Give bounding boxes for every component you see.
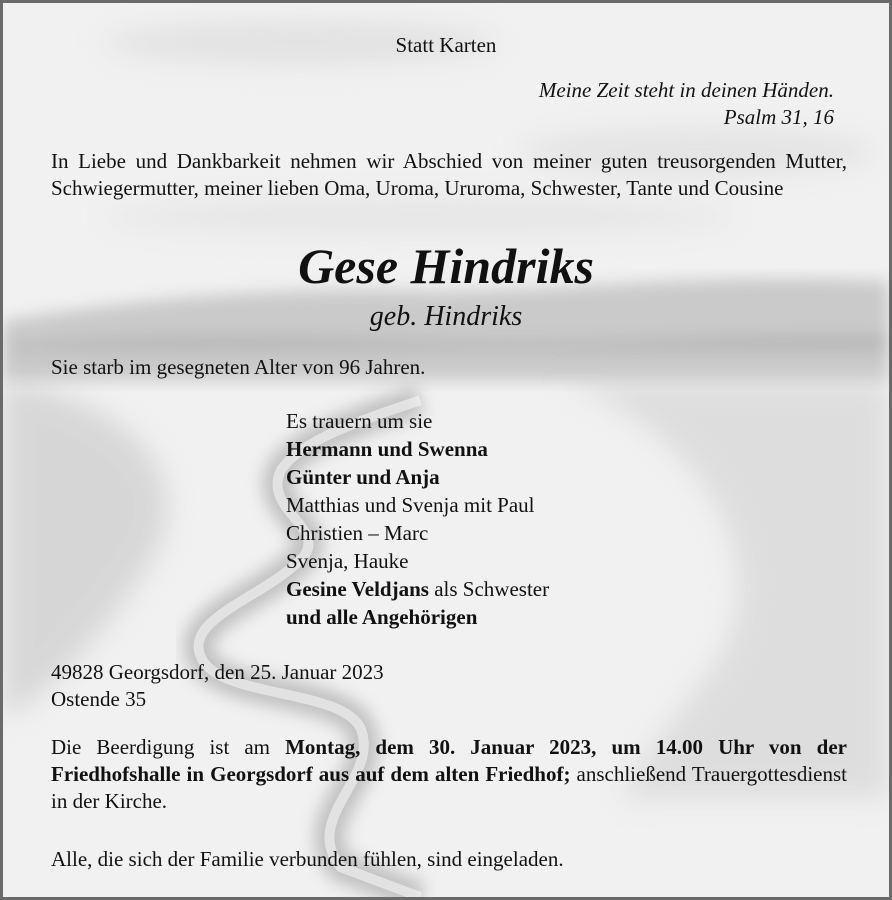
- verse-text: Meine Zeit steht in deinen Händen.: [538, 78, 834, 102]
- funeral-pre: Die Beerdigung ist am: [51, 735, 271, 759]
- birth-name: geb. Hindriks: [369, 301, 523, 332]
- mourners-closing: und alle Angehörigen: [286, 605, 478, 629]
- verse-reference: Psalm 31, 16: [723, 105, 834, 129]
- sister-name: Gesine Veldjans: [286, 577, 429, 601]
- mourner-line: Hermann und Swenna: [286, 437, 488, 461]
- street-address: Ostende 35: [51, 687, 147, 711]
- funeral-post: anschließend Trauergottesdienst in der Kirche.: [51, 762, 847, 813]
- funeral-details: Montag, dem 30. Januar 2023, um 14.00 Uhr von der Friedhofshalle in Georgsdorf aus auf dem alten Friedhof;: [51, 735, 847, 786]
- funeral-paragraph: [51, 734, 847, 815]
- invitation-line: Alle, die sich der Familie verbunden fühlen, sind eingeladen.: [51, 847, 564, 871]
- deceased-name: Gese Hindriks: [298, 238, 594, 294]
- mourners-heading: Es trauern um sie: [286, 409, 433, 433]
- mourner-line: Matthias und Svenja mit Paul: [286, 493, 535, 517]
- sister-role: als Schwester: [434, 577, 550, 601]
- intro-paragraph: In Liebe und Dankbarkeit nehmen wir Abschied von meiner guten treusorgenden Mutter, Schwiegermutter, meiner lieben Oma, Uroma, Ururoma, Schwester, Tante und Cousine: [51, 149, 847, 200]
- place-date: 49828 Georgsdorf, den 25. Januar 2023: [51, 660, 384, 684]
- mourner-line: Christien – Marc: [286, 521, 429, 545]
- mourner-sister-line: [286, 575, 549, 603]
- mourner-line: Günter und Anja: [286, 465, 440, 489]
- header-title: Statt Karten: [395, 33, 497, 57]
- age-line: Sie starb im gesegneten Alter von 96 Jahren.: [51, 355, 426, 379]
- obituary-content: [3, 3, 889, 897]
- mourner-line: Svenja, Hauke: [286, 549, 409, 573]
